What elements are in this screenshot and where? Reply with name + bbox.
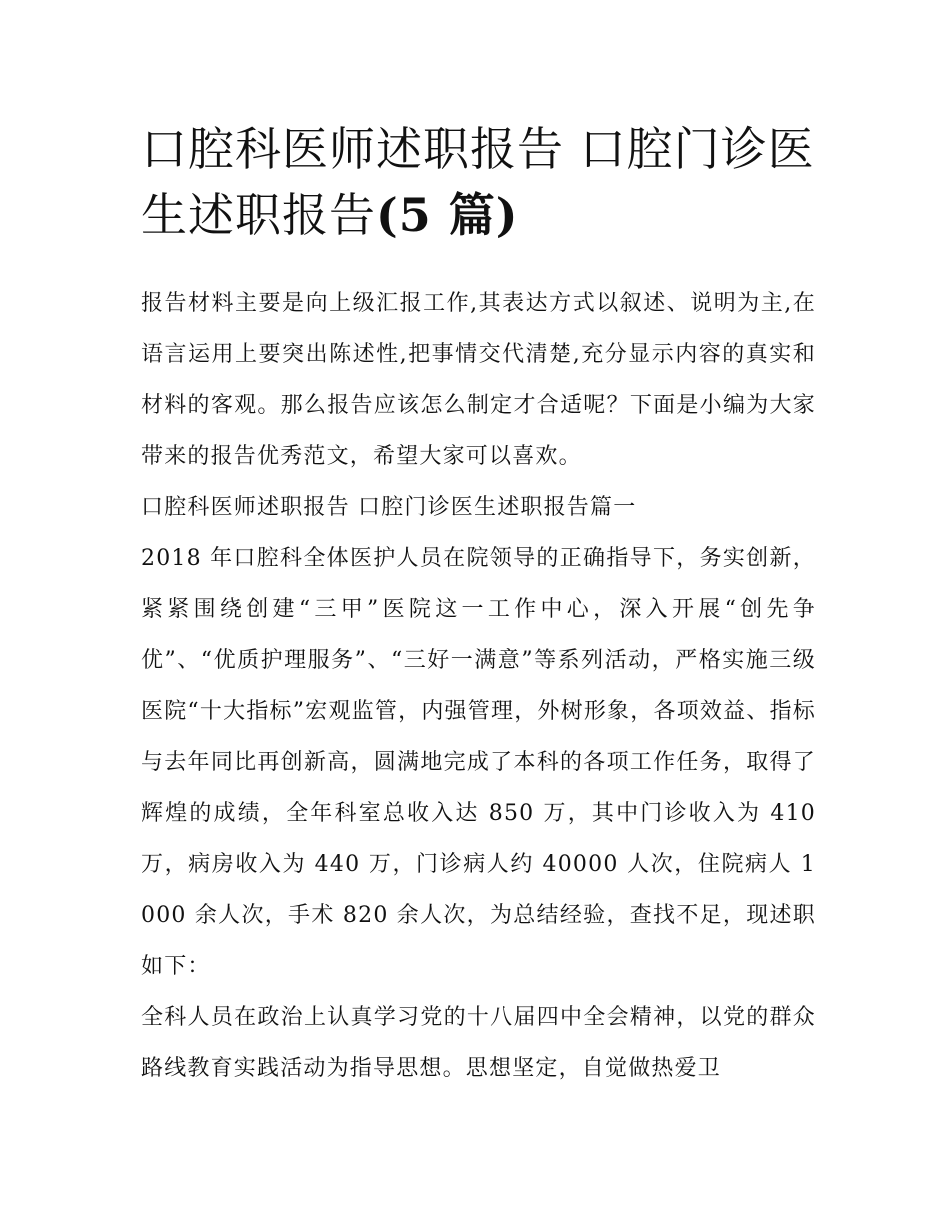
document-body <box>141 116 816 1094</box>
body-paragraph-summary: 2018 年口腔科全体医护人员在院领导的正确指导下，务实创新，紧紧围绕创建“三甲”医院这一工作中心，深入开展“创先争优”、“优质护理服务”、“三好一满意”等系列活动，严格实施三级医院“十大指标”宏观监管，内强管理，外树形象，各项效益、指标与去年同比再创新高，圆满地完成了本科的各项工作任务，取得了辉煌的成绩，全年科室总收入达 850 万，其中门诊收入为 410 万，病房收入为 440 万，门诊病人约 40000 人次，住院病人 1000 余人次，手术 820 余人次，为总结经验，查找不足，现述职如下： <box>141 546 816 979</box>
body-paragraph-politics: 全科人员在政治上认真学习党的十八届四中全会精神，以党的群众路线教育实践活动为指导思想。思想坚定，自觉做热爱卫 <box>141 1005 816 1081</box>
title-suffix-text: (5 篇) <box>376 188 519 242</box>
section-heading: 口腔科医师述职报告 口腔门诊医生述职报告篇一 <box>141 495 637 520</box>
document-title <box>141 116 816 250</box>
title-spacer <box>141 250 816 278</box>
intro-paragraph: 报告材料主要是向上级汇报工作,其表达方式以叙述、说明为主,在语言运用上要突出陈述性,把事情交代清楚,充分显示内容的真实和材料的客观。那么报告应该怎么制定才合适呢？下面是小编为大家带来的报告优秀范文，希望大家可以喜欢。 <box>141 291 816 469</box>
title-main-text: 口腔科医师述职报告 口腔门诊医生述职报告 <box>141 122 815 242</box>
